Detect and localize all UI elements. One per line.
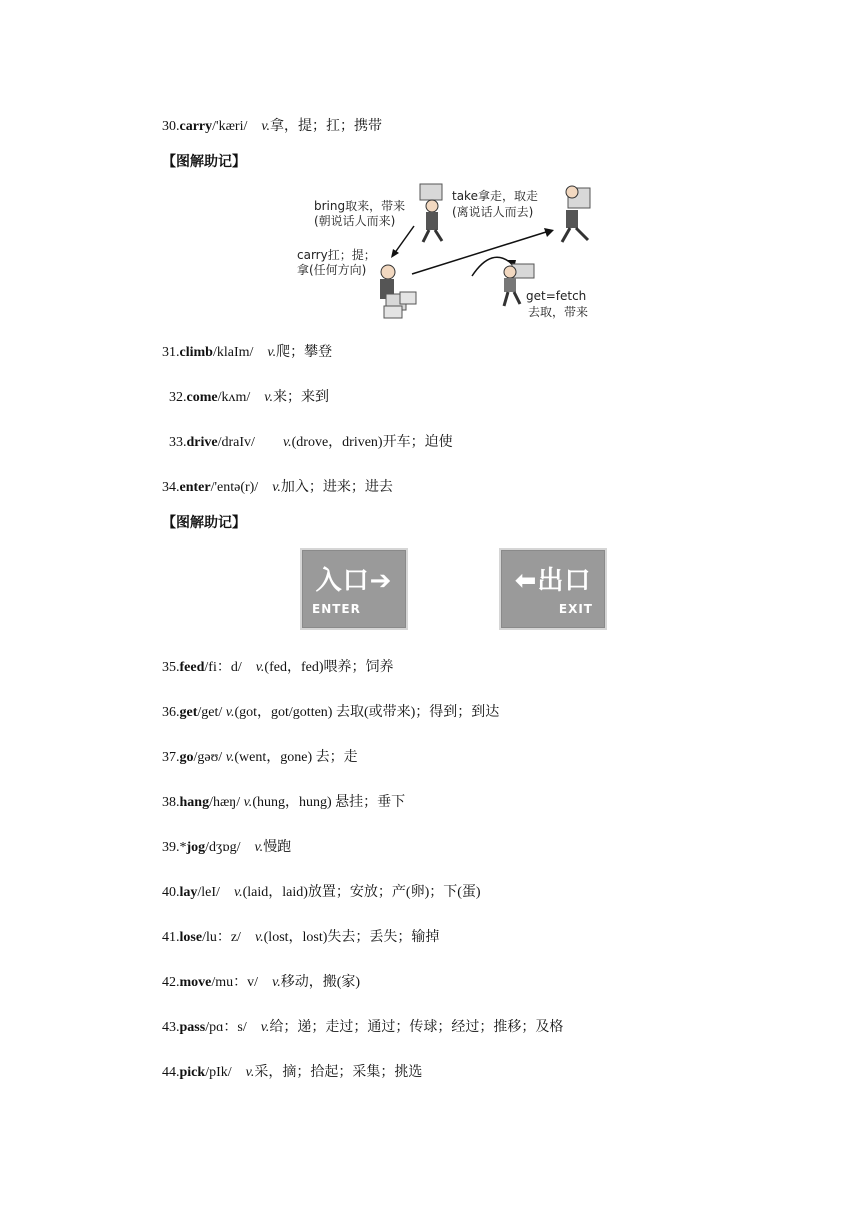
- entry-number: 44.: [162, 1065, 180, 1080]
- entry-phonetic: /hæŋ/: [209, 795, 241, 810]
- entry-word: feed: [179, 660, 205, 675]
- memory-heading: 【图解助记】: [162, 155, 246, 170]
- entry-pos: v.: [272, 480, 281, 495]
- entry-word: pick: [179, 1065, 206, 1080]
- entry-phonetic: /lu：z/: [202, 930, 241, 945]
- entry-definition: 爬；攀登: [276, 345, 333, 360]
- entry-phonetic: /leI/: [197, 885, 220, 900]
- carry-person-figure: [380, 265, 416, 318]
- entry-pos: v.: [255, 660, 265, 675]
- carry-note: 拿(任何方向): [297, 263, 367, 277]
- carry-bring-take-diagram: [296, 180, 616, 324]
- entry-pos: v.: [267, 345, 277, 360]
- entry-word: get: [179, 705, 198, 720]
- entry-phonetic: /dʒɒg/: [205, 840, 241, 855]
- entry-definition: 来；来到: [272, 390, 329, 405]
- entry-phonetic: /'entə(r)/: [210, 480, 259, 495]
- entry-32: [169, 389, 329, 407]
- entry-word: go: [179, 750, 194, 765]
- entry-phonetic: /pIk/: [205, 1065, 232, 1080]
- entry-phonetic: /get/: [197, 705, 223, 720]
- entry-39: [162, 839, 291, 857]
- entry-31: [162, 344, 332, 362]
- entry-definition: 移动，搬(家): [280, 975, 361, 990]
- entry-word: hang: [179, 795, 210, 810]
- entry-pos: v.: [260, 1020, 270, 1035]
- entry-number: 34.: [162, 480, 180, 495]
- entry-pos: v.: [272, 975, 281, 990]
- entry-42: [162, 974, 360, 992]
- entry-43: [162, 1019, 563, 1037]
- entry-word: lay: [179, 885, 198, 900]
- entry-number: 42.: [162, 975, 180, 990]
- entry-word: drive: [186, 435, 218, 450]
- entry-number: 43.: [162, 1020, 180, 1035]
- entry-definition: (drove，driven)开车；迫使: [291, 435, 453, 450]
- bring-note: (朝说话人而来): [314, 214, 396, 228]
- entry-phonetic: /kʌm/: [217, 390, 251, 405]
- entry-definition: 慢跑: [263, 840, 292, 855]
- entry-definition: 加入；进来；进去: [280, 480, 393, 495]
- bring-label: bring取来，带来: [314, 199, 406, 213]
- take-label: take拿走，取走: [452, 189, 538, 203]
- entry-phonetic: /mu：v/: [211, 975, 259, 990]
- entry-pos: v.: [245, 1065, 255, 1080]
- entry-pos: v.: [264, 390, 273, 405]
- entry-40: [162, 884, 481, 902]
- arrow-right-icon: ➔: [369, 566, 393, 596]
- entry-word: lose: [179, 930, 203, 945]
- entry-number: 31.: [162, 345, 180, 360]
- entry-41: [162, 929, 439, 947]
- entry-phonetic: /klaIm/: [212, 345, 254, 360]
- entry-word: jog: [186, 840, 206, 855]
- exit-sign-english: EXIT: [558, 602, 593, 616]
- entry-number: 33.: [169, 435, 187, 450]
- entry-pos: v.: [233, 885, 243, 900]
- entry-definition: (laid，laid)放置；安放；产(卵)；下(蛋): [242, 885, 481, 900]
- entry-33: [169, 434, 453, 452]
- entry-definition: (went，gone) 去；走: [234, 750, 358, 765]
- entry-number: 41.: [162, 930, 180, 945]
- entry-word: climb: [179, 345, 213, 360]
- take-person-figure: [562, 186, 590, 242]
- arrow-left-icon: ⬅: [514, 566, 538, 596]
- get-label: get=fetch: [526, 289, 587, 303]
- exit-sign: [499, 548, 607, 630]
- enter-sign: [300, 548, 408, 630]
- entry-definition: 拿，提；扛；携带: [270, 119, 383, 134]
- entry-pos: v.: [254, 840, 264, 855]
- entry-pos: v.: [254, 930, 264, 945]
- entry-number: 40.: [162, 885, 180, 900]
- entry-word: pass: [179, 1020, 206, 1035]
- entry-35: [162, 659, 394, 677]
- entry-word: move: [179, 975, 212, 990]
- entry-36: [162, 704, 499, 722]
- entry-number: 32.: [169, 390, 187, 405]
- entry-pos: v.: [225, 750, 235, 765]
- entry-pos: v.: [261, 119, 271, 134]
- entry-word: come: [186, 390, 218, 405]
- entry-definition: 给；递；走过；通过；传球；经过；推移；及格: [269, 1020, 564, 1035]
- entry-number: 38.: [162, 795, 180, 810]
- entry-phonetic: /gəʊ/: [193, 750, 223, 765]
- entry-word: carry: [179, 119, 213, 134]
- entry-word: enter: [179, 480, 211, 495]
- entry-definition: 采，摘；拾起；采集；挑选: [254, 1065, 423, 1080]
- entry-phonetic: /draIv/: [217, 435, 255, 450]
- entry-number: 35.: [162, 660, 180, 675]
- entry-phonetic: /'kæri/: [212, 119, 248, 134]
- enter-sign-chinese: 入口➔: [315, 566, 393, 596]
- entry-definition: (fed，fed)喂养；饲养: [264, 660, 394, 675]
- bring-person-figure: [420, 184, 442, 242]
- entry-definition: (hung，hung) 悬挂；垂下: [252, 795, 406, 810]
- entry-definition: (got，got/gotten) 去取(或带来)；得到；到达: [234, 705, 500, 720]
- entry-30: [162, 118, 382, 136]
- entry-definition: (lost，lost)失去；丢失；输掉: [263, 930, 440, 945]
- entry-pos: v.: [225, 705, 235, 720]
- entry-number: 39.*: [162, 840, 187, 855]
- enter-sign-english: ENTER: [312, 602, 361, 616]
- entry-37: [162, 749, 358, 767]
- entry-phonetic: /fi：d/: [204, 660, 242, 675]
- entry-44: [162, 1064, 422, 1082]
- exit-sign-chinese: ⬅出口: [514, 566, 592, 596]
- entry-number: 37.: [162, 750, 180, 765]
- carry-label: carry扛；提；: [297, 248, 376, 262]
- entry-pos: v.: [282, 435, 292, 450]
- entry-pos: v.: [243, 795, 253, 810]
- entry-34: [162, 479, 393, 497]
- entry-38: [162, 794, 405, 812]
- entry-number: 30.: [162, 119, 180, 134]
- entry-phonetic: /pɑ：s/: [205, 1020, 247, 1035]
- memory-heading: 【图解助记】: [162, 516, 246, 531]
- take-note: (离说话人而去): [452, 205, 534, 219]
- entry-number: 36.: [162, 705, 180, 720]
- get-note: 去取，带来: [528, 305, 589, 319]
